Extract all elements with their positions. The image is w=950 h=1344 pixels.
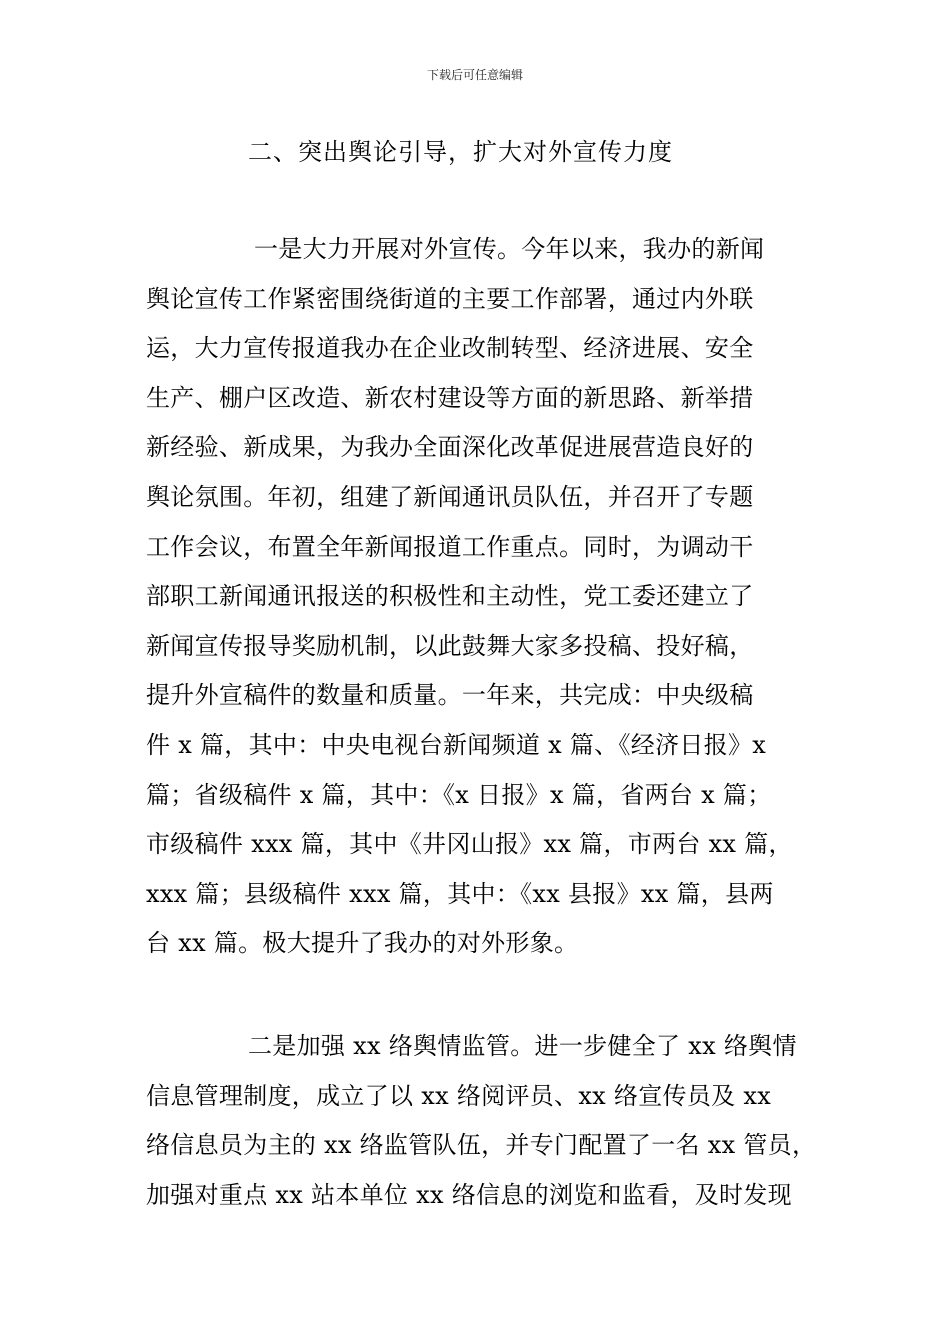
paragraph-line: 加强对重点 xx 站本单位 xx 络信息的浏览和监看，及时发现 (146, 1180, 792, 1209)
paragraph-line: 信息管理制度，成立了以 xx 络阅评员、xx 络宣传员及 xx (146, 1081, 772, 1110)
paragraph-line: 舆论宣传工作紧密围绕街道的主要工作部署，通过内外联 (146, 284, 754, 313)
paragraph-line: 络信息员为主的 xx 络监管队伍，并专门配置了一名 xx 管员， (146, 1131, 817, 1160)
paragraph-external-publicity (146, 225, 826, 969)
paragraph-network-monitoring (146, 1022, 826, 1220)
header-note: 下载后可任意编辑 (426, 68, 523, 82)
paragraph-line: 市级稿件 xxx 篇，其中《井冈山报》xx 篇，市两台 xx 篇， (146, 830, 793, 859)
paragraph-line: 一是大力开展对外宣传。今年以来，我办的新闻 (254, 235, 765, 263)
paragraph-line: 生产、棚户区改造、新农村建设等方面的新思路、新举措 (146, 383, 754, 412)
section-title: 二、突出舆论引导，扩大对外宣传力度 (248, 138, 673, 166)
paragraph-line: 台 xx 篇。极大提升了我办的对外形象。 (146, 929, 579, 958)
paragraph-line: xxx 篇；县级稿件 xxx 篇，其中：《xx 县报》xx 篇，县两 (146, 879, 774, 908)
paragraph-line: 舆论氛围。年初，组建了新闻通讯员队伍，并召开了专题 (146, 482, 754, 511)
paragraph-line: 二是加强 xx 络舆情监管。进一步健全了 xx 络舆情 (248, 1032, 797, 1060)
paragraph-line: 部职工新闻通讯报送的积极性和主动性，党工委还建立了 (146, 582, 754, 611)
paragraph-line: 提升外宣稿件的数量和质量。一年来，共完成：中央级稿 (146, 681, 754, 710)
paragraph-line: 件 x 篇，其中：中央电视台新闻频道 x 篇、《经济日报》x (146, 730, 767, 759)
paragraph-line: 运，大力宣传报道我办在企业改制转型、经济进展、安全 (146, 334, 754, 363)
paragraph-line: 工作会议，布置全年新闻报道工作重点。同时，为调动干 (146, 532, 754, 561)
paragraph-line: 篇；省级稿件 x 篇，其中：《x 日报》x 篇，省两台 x 篇； (146, 780, 772, 809)
paragraph-line: 新经验、新成果，为我办全面深化改革促进展营造良好的 (146, 433, 754, 462)
paragraph-line: 新闻宣传报导奖励机制，以此鼓舞大家多投稿、投好稿， (146, 631, 754, 660)
